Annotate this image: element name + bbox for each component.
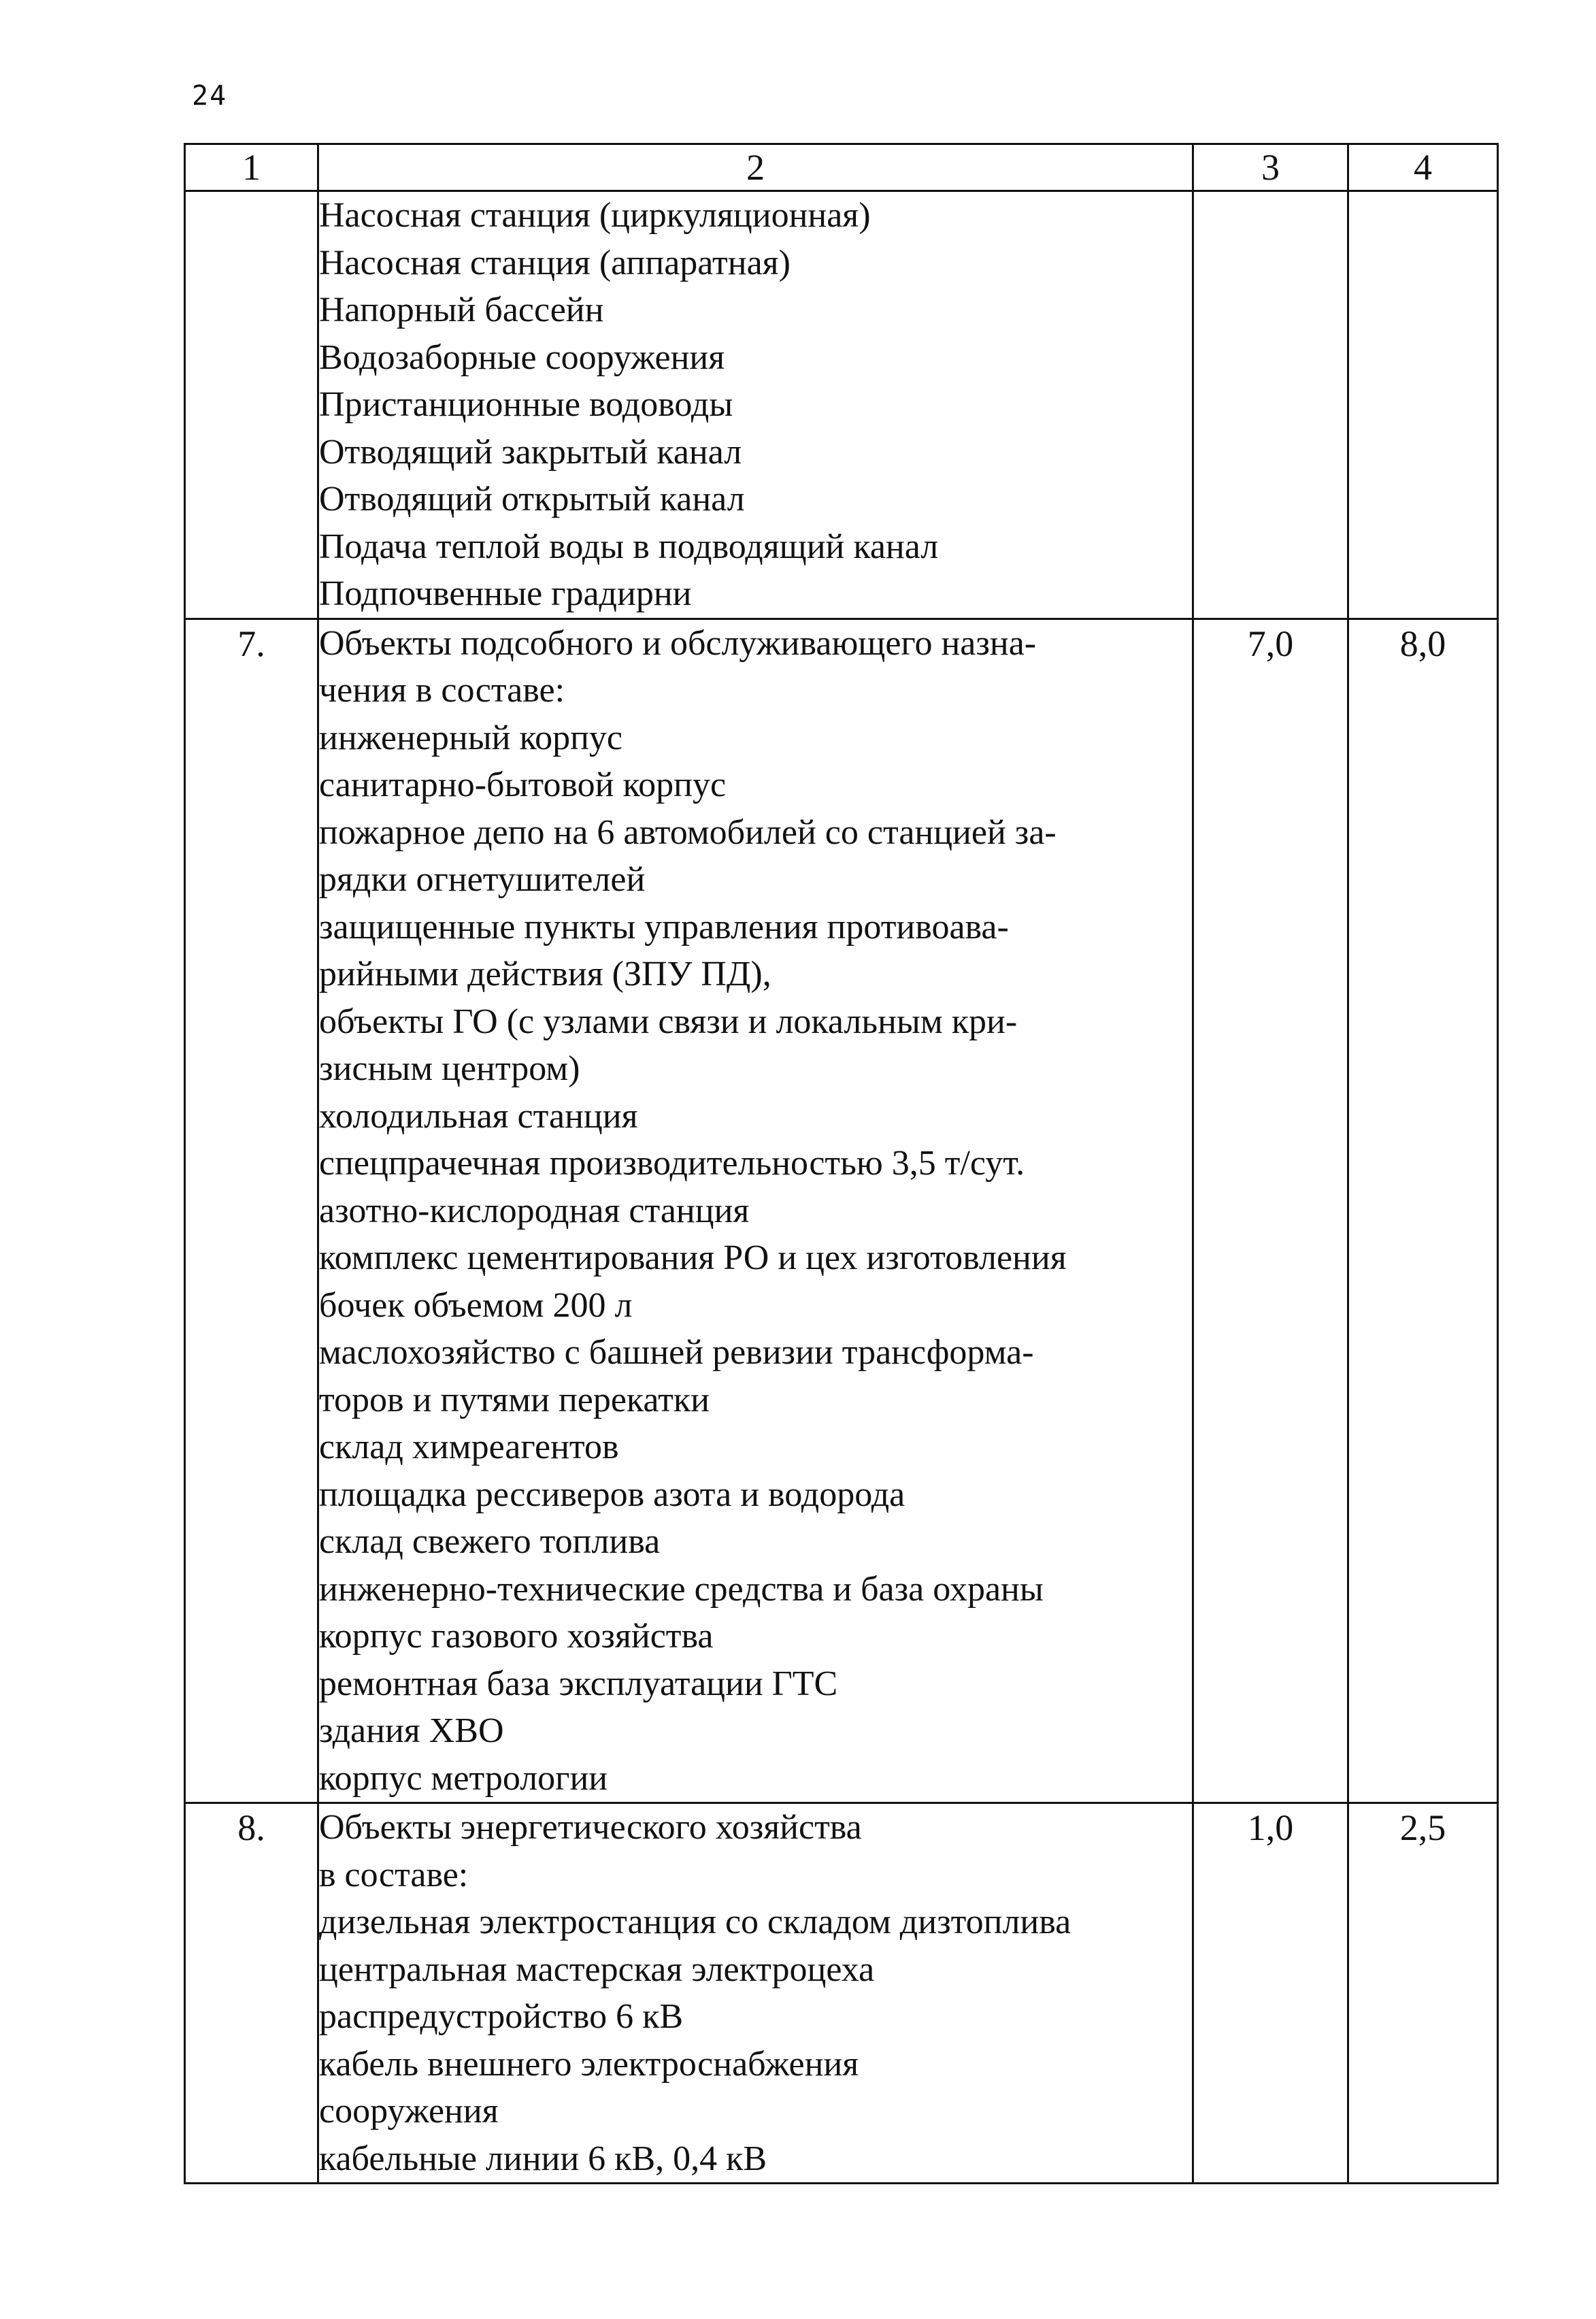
column-header-3: 3 xyxy=(1193,144,1348,191)
row-number-cell: 7. xyxy=(185,619,318,1803)
description-line: чения в составе: xyxy=(319,671,565,710)
row-number-cell: 8. xyxy=(185,1803,318,2184)
description-line: Насосная станция (аппаратная) xyxy=(319,243,791,282)
description-line: инженерно-технические средства и база охраны xyxy=(319,1569,1044,1609)
table-body xyxy=(185,191,1498,2184)
description-line: Объекты подсобного и обслуживающего назна- xyxy=(319,623,1037,663)
description-line: Пристанционные водоводы xyxy=(319,385,733,424)
description-line: сооружения xyxy=(319,2092,499,2131)
description-line: площадка рессиверов азота и водорода xyxy=(319,1475,905,1514)
column-header-2: 2 xyxy=(318,144,1193,191)
table-row xyxy=(185,619,1498,1803)
value-cell-col3 xyxy=(1193,191,1348,619)
description-line: инженерный корпус xyxy=(319,718,623,757)
description-line: в составе: xyxy=(319,1855,469,1894)
description-cell xyxy=(318,191,1193,619)
description-line: корпус метрологии xyxy=(319,1758,608,1798)
value-cell-col4: 8,0 xyxy=(1348,619,1498,1803)
table-header-row xyxy=(185,144,1498,191)
description-line: распредустройство 6 кВ xyxy=(319,1997,684,2036)
description-line: санитарно-бытовой корпус xyxy=(319,766,727,804)
description-line: холодильная станция xyxy=(319,1096,638,1136)
value-cell-col4: 2,5 xyxy=(1348,1803,1498,2184)
row-number-cell xyxy=(185,191,318,619)
description-line: кабель внешнего электроснабжения xyxy=(319,2044,859,2084)
description-cell xyxy=(318,619,1193,1803)
page-number: 24 xyxy=(192,80,228,112)
column-header-4: 4 xyxy=(1348,144,1498,191)
value-cell-col3: 7,0 xyxy=(1193,619,1348,1803)
description-line: рядки огнетушителей xyxy=(319,860,646,899)
description-line: защищенные пункты управления противоава- xyxy=(319,907,1009,947)
description-line: Напорный бассейн xyxy=(319,291,604,329)
description-line: Отводящий открытый канал xyxy=(319,480,745,519)
description-line: Водозаборные сооружения xyxy=(319,338,725,377)
description-line: объекты ГО (с узлами связи и локальным кри- xyxy=(319,1002,1018,1041)
description-line: торов и путями перекатки xyxy=(319,1380,710,1419)
description-line: Объекты энергетического хозяйства xyxy=(319,1808,862,1847)
description-line: Отводящий закрытый канал xyxy=(319,432,742,472)
description-line: пожарное депо на 6 автомобилей со станцией за- xyxy=(319,812,1057,852)
description-line: рийными действия (ЗПУ ПД), xyxy=(319,955,771,993)
description-line: азотно-кислородная станция xyxy=(319,1191,750,1230)
column-header-1: 1 xyxy=(185,144,318,191)
description-line: кабельные линии 6 кВ, 0,4 кВ xyxy=(319,2139,767,2178)
description-cell xyxy=(318,1803,1193,2184)
description-line: здания ХВО xyxy=(319,1711,504,1750)
document-table xyxy=(184,143,1499,2184)
value-cell-col3: 1,0 xyxy=(1193,1803,1348,2184)
description-line: спецпрачечная производительностью 3,5 т/сут. xyxy=(319,1144,1025,1183)
description-line: Подпочвенные градирни xyxy=(319,574,692,613)
description-line: комплекс цементирования РО и цех изготовления xyxy=(319,1238,1067,1277)
description-line: зисным центром) xyxy=(319,1049,580,1088)
description-line: Подача теплой воды в подводящий канал xyxy=(319,527,939,566)
description-line: Насосная станция (циркуляционная) xyxy=(319,196,871,235)
description-line: ремонтная база эксплуатации ГТС xyxy=(319,1664,838,1703)
description-line: склад свежего топлива xyxy=(319,1522,661,1561)
value-cell-col4 xyxy=(1348,191,1498,619)
description-line: склад химреагентов xyxy=(319,1428,619,1466)
description-line: бочек объемом 200 л xyxy=(319,1285,633,1325)
description-line: центральная мастерская электроцеха xyxy=(319,1950,875,1989)
description-line: дизельная электростанция со складом дизтоплива xyxy=(319,1903,1071,1941)
description-line: корпус газового хозяйства xyxy=(319,1617,714,1656)
table-row xyxy=(185,1803,1498,2184)
description-line: маслохозяйство с башней ревизии трансформа- xyxy=(319,1333,1034,1372)
table-row xyxy=(185,191,1498,619)
